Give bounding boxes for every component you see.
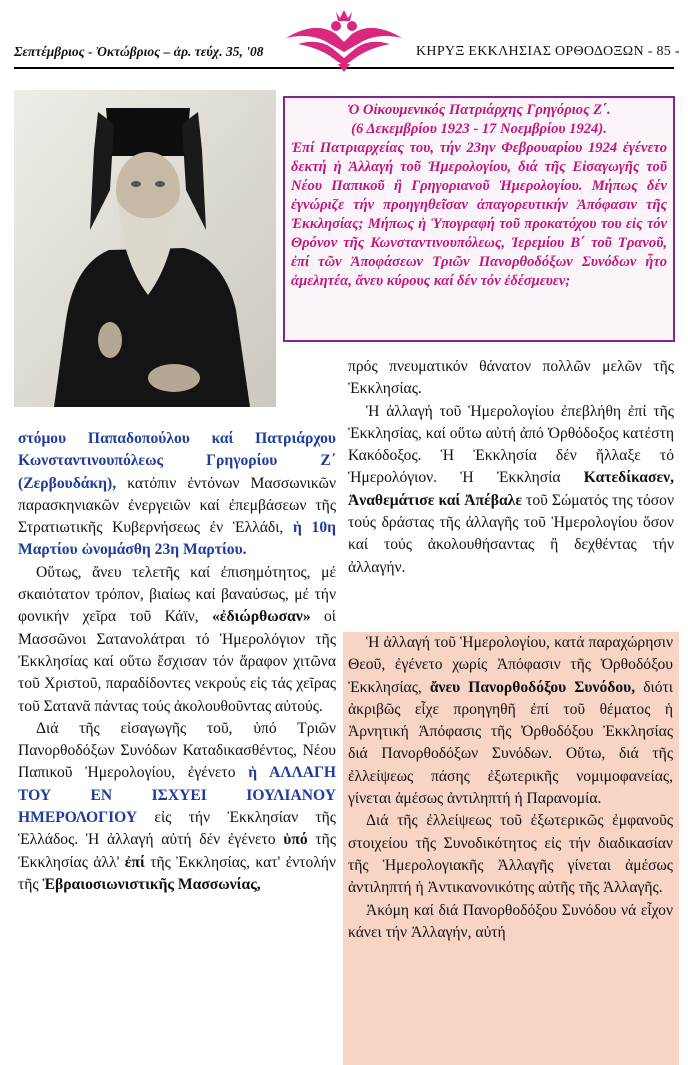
photo-caption	[283, 96, 675, 342]
issue-info: Σεπτέμβριος - Ὀκτώβριος – ἀρ. τεύχ. 35, '08	[14, 44, 264, 59]
patriarch-portrait-photo	[14, 90, 276, 407]
page-number: - 85 -	[647, 44, 680, 59]
right-paragraph-0: πρός πνευματικόν θάνατον πολλῶν μελῶν τῆς Ἐκκλησίας.	[348, 358, 674, 398]
left-column	[18, 428, 336, 896]
right-column-highlighted	[343, 632, 679, 1065]
right-paragraph-4: Ἀκόμη καί διά Πανορθοδόξου Συνόδου νά εἶχον κάνει τήν Ἀλλαγήν, αὐτή	[348, 901, 673, 941]
left-paragraph-2: Οὕτως, ἄνευ τελετῆς καί ἐπισημότητος, μέ σκαιότατον τρόπον, βιαίως καί βαναύσως, μέ τήν φονικήν χεῖρα τοῦ Κάϊν, «ἐδιώρθωσαν» οἱ Μασσῶνοι Σατανολάτραι τό Ἡμερολόγιον τῆς Ἐκκλησίας καί οὕτω ἔσχισαν τόν ἄραφον χιτῶνα τοῦ Χριστοῦ, παραδίδοντες νεκρούς εἰς τάς χεῖρας τοῦ Σατανᾶ πάντας τούς ἀκολουθοῦντας αὐτούς.	[18, 563, 336, 715]
left-paragraph-3: Διά τῆς εἰσαγωγῆς τοῦ, ὑπό Τριῶν Πανορθοδόξων Συνόδων Καταδικασθέντος, Νέου Παπικοῦ Ἡμερολογίου, ἐγένετο ἡ ΑΛΛΑΓΗ ΤΟΥ ΕΝ ΙΣΧΥΕΙ ΙΟΥΛΙΑΝΟΥ ΗΜΕΡΟΛΟΓΙΟΥ εἰς τήν Ἐκκλησίαν τῆς Ἑλλάδος. Ἡ ἀλλαγή αὐτή δέν ἐγένετο ὑπό τῆς Ἐκκλησίας ἀλλ' ἐπί τῆς Ἐκκλησίας, κατ' ἐντολήν τῆς Ἑβραιοσιωνιστικῆς Μασσωνίας,	[18, 719, 337, 893]
caption-body: Ἐπί Πατριαρχείας του, τήν 23ην Φεβρουαρίου 1924 ἐγένετο δεκτή ἡ Ἀλλαγή τοῦ Ἡμερολογίου, διά τῆς Εἰσαγωγῆς τοῦ Νέου Παπικοῦ ἢ Γρηγοριανοῦ Ἡμερολογίου. Μήπως δέν ἐγνώριζε τήν προηγηθεῖσαν ἀπαγορευτικήν Ἀπόφασιν τῆς Ἐκκλησίας; Μήπως ἡ Ὑπογραφή τοῦ προκατόχου του εἰς τόν Θρόνον τῆς Κωνσταντινουπόλεως, Ἱερεμίου Β΄ τοῦ Τρανοῦ, ἐπί τῶν Ἀποφάσεων Τριῶν Πανορθοδόξων Συνόδων ἦτο ἀμελητέα, ἄνευ κύρους καί δέν τόν ἐδέσμευεν;	[291, 140, 667, 289]
caption-title: Ὁ Οἰκουμενικός Πατριάρχης Γρηγόριος Ζ΄.	[347, 102, 611, 118]
right-paragraph-3: Διά τῆς ἐλλείψεως τοῦ ἐξωτερικῶς ἐμφανοῦς στοιχείου τῆς Συνοδικότητος εἰς τήν διαδικασίαν τῆς Ἡμερολογιακῆς Ἀλλαγῆς γίνεται ἀμέσως ἀντιληπτή ἡ Ἀντικανονικότης αὐτῆς τῆς Ἀλλαγῆς.	[348, 812, 673, 897]
right-column-top	[348, 356, 674, 579]
double-headed-eagle-icon	[278, 8, 410, 74]
right-paragraph-2: Ἡ ἀλλαγή τοῦ Ἡμερολογίου, κατά παραχώρησιν Θεοῦ, ἐγένετο χωρίς Ἀπόφασιν τῆς Ὀρθοδόξου Ἐκκλησίας, ἄνευ Πανορθοδόξου Συνόδου, διότι ἀκριβῶς εἶχε προηγηθῆ ἐπί τοῦ θέματος ἡ Ἀρνητική Ἀπόφασις τῆς Ὀρθοδόξου Ἐκκλησίας διά Πανορθοδόξων Συνόδων. Οὕτω, διά τῆς ἐλλείψεως πάσης ἐξωτερικῆς νομιμοφανείας, γίνεται ἀμέσως ἀντιληπτή ἡ Παρανομία.	[348, 634, 673, 808]
right-paragraph-1: Ἡ ἀλλαγή τοῦ Ἡμερολογίου ἐπεβλήθη ἐπί τῆς Ἐκκλησίας, καί οὕτω αὐτή ἀπό Ὀρθόδοξος κατέστη Κακόδοξος. Ἡ Ἐκκλησία δέν ἤλλαξε τό Ἡμερολόγιον. Ἡ Ἐκκλησία Κατεδίκασεν, Ἀναθεμάτισε καί Ἀπέβαλε τοῦ Σώματός της τόσον τούς δράστας τῆς ἀλλαγῆς τοῦ Ἡμερολογίου ὅσον καί τούς ἀκολουθήσαντας ἢ δεχθέντας τήν ἀλλαγήν.	[348, 402, 674, 576]
caption-dates: (6 Δεκεμβρίου 1923 - 17 Νοεμβρίου 1924).	[351, 121, 607, 137]
publication-title-and-page	[416, 44, 678, 60]
publication-title: ΚΗΡΥΞ ΕΚΚΛΗΣΙΑΣ ΟΡΘΟΔΟΞΩΝ	[416, 44, 644, 59]
left-paragraph-1: στόμου Παπαδοπούλου καί Πατριάρχου Κωνσταντινουπόλεως Γρηγορίου Ζ΄ (Ζερβουδάκη), κατόπιν ἐντόνων Μασσωνικῶν παρασκηνιακῶν ἐνεργειῶν καί ἐπεμβάσεων τῆς Στρατιωτικῆς Κυβερνήσεως ἐν Ἑλλάδι, ἡ 10η Μαρτίου ὠνομάσθη 23η Μαρτίου.	[18, 430, 336, 559]
